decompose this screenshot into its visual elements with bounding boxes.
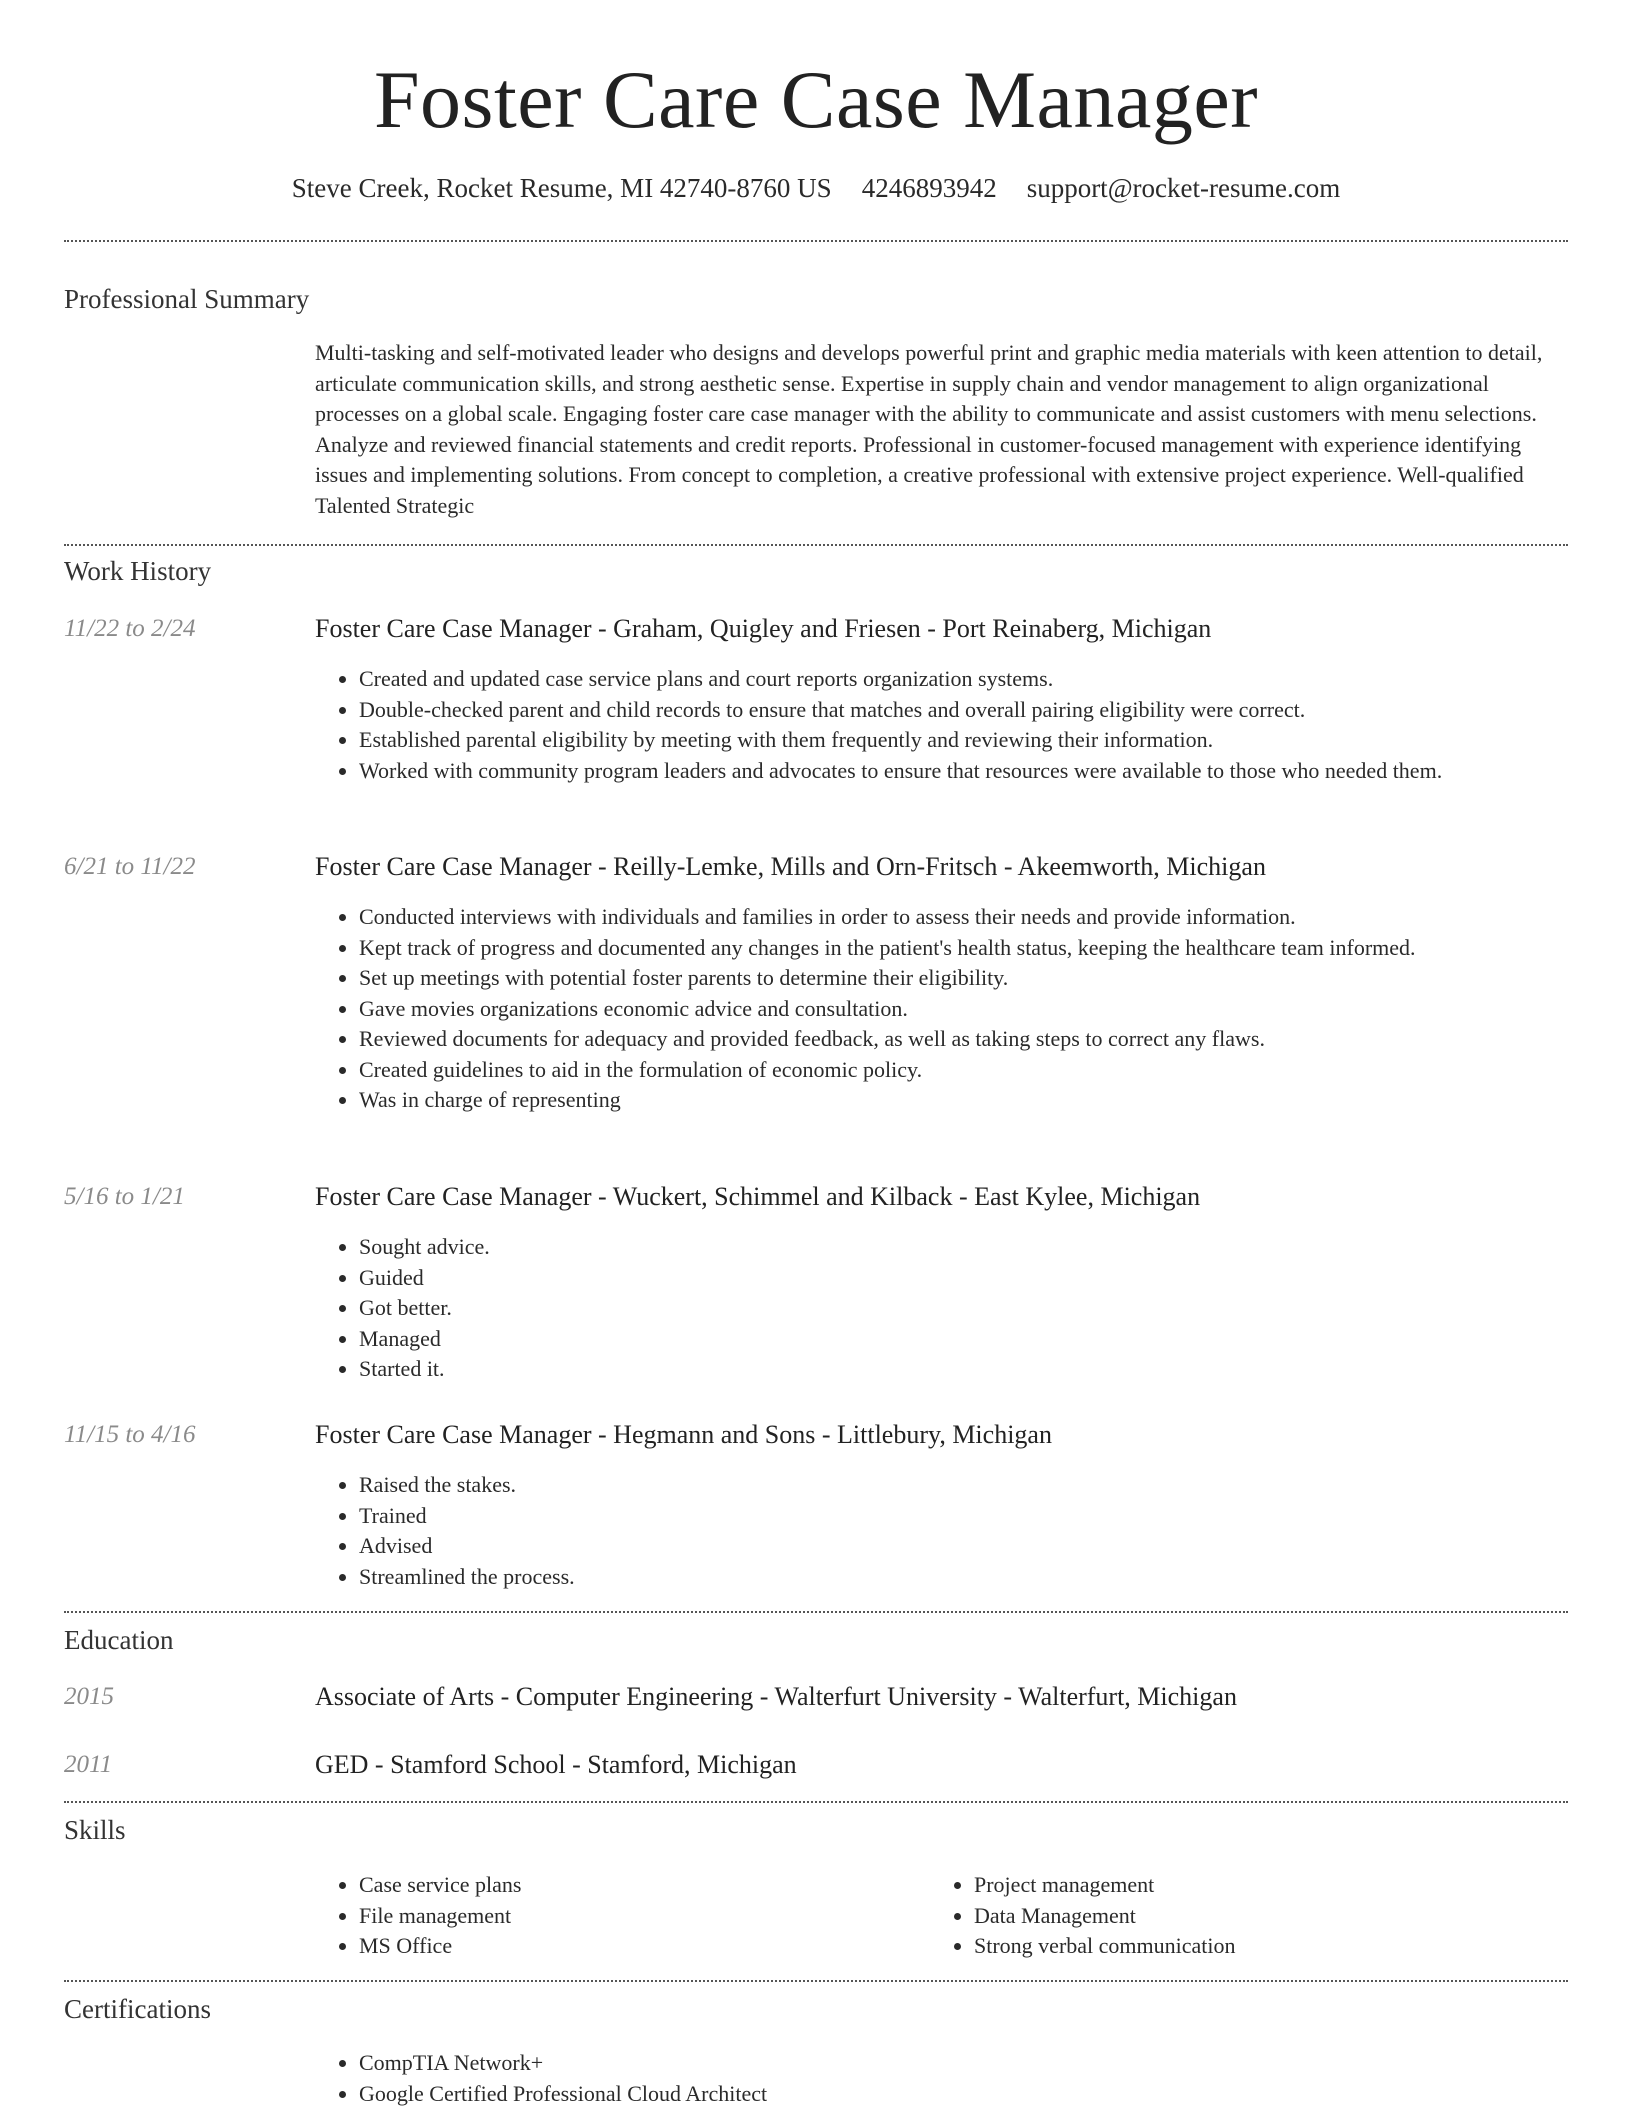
list-item: • Started it. bbox=[359, 1354, 1555, 1385]
section-title-skills: Skills bbox=[64, 1815, 126, 1845]
education-year: 2015 bbox=[64, 1683, 114, 1710]
certifications-list bbox=[315, 2048, 1555, 2109]
job-bullets bbox=[315, 664, 1555, 786]
job-title: Foster Care Case Manager - Wuckert, Schimmel and Kilback - East Kylee, Michigan bbox=[315, 1182, 1201, 1211]
education-year: 2011 bbox=[64, 1751, 113, 1778]
summary-text: Multi-tasking and self-motivated leader who designs and develops powerful print and graphic media materials with keen attention to detail, articulate communication skills, and strong aesthetic sense. Expertise in supply chain and vendor management to align organizational processes on a global scale. Engaging foster care case manager with the ability to communicate and assist customers with menu selections. Analyze and reviewed financial statements and credit reports. Professional in customer-focused management with experience identifying issues and implementing solutions. From concept to completion, a creative professional with extensive project experience. Well-qualified Talented Strategic bbox=[315, 340, 1543, 518]
list-item: • Conducted interviews with individuals and families in order to assess their needs and provide information. bbox=[359, 902, 1555, 933]
divider bbox=[64, 1980, 1568, 1982]
divider bbox=[64, 1611, 1568, 1613]
section-title-work-history: Work History bbox=[64, 556, 212, 586]
certification-item: • CompTIA Network+ bbox=[359, 2048, 1555, 2079]
job-dates: 6/21 to 11/22 bbox=[64, 853, 196, 880]
job-title: Foster Care Case Manager - Graham, Quigley and Friesen - Port Reinaberg, Michigan bbox=[315, 614, 1212, 643]
candidate-name: Foster Care Case Manager bbox=[373, 54, 1259, 145]
list-item: • Raised the stakes. bbox=[359, 1470, 1555, 1501]
list-item: • Created guidelines to aid in the formulation of economic policy. bbox=[359, 1055, 1555, 1086]
skill-item: • Strong verbal communication bbox=[974, 1931, 1550, 1962]
job-bullets bbox=[315, 1232, 1555, 1385]
skill-item: • Data Management bbox=[974, 1901, 1550, 1932]
divider bbox=[64, 544, 1568, 546]
job-bullets bbox=[315, 902, 1555, 1116]
list-item: • Double-checked parent and child records to ensure that matches and overall pairing eligibility were correct. bbox=[359, 695, 1555, 726]
list-item: • Streamlined the process. bbox=[359, 1562, 1555, 1593]
skill-item: • File management bbox=[359, 1901, 915, 1932]
job-title: Foster Care Case Manager - Hegmann and Sons - Littlebury, Michigan bbox=[315, 1420, 1052, 1449]
certification-item: • Google Certified Professional Cloud Architect bbox=[359, 2079, 1555, 2110]
email-address: support@rocket-resume.com bbox=[1026, 173, 1341, 203]
list-item: • Gave movies organizations economic advice and consultation. bbox=[359, 994, 1555, 1025]
skill-item: • Project management bbox=[974, 1870, 1550, 1901]
job-bullets bbox=[315, 1470, 1555, 1592]
job-title: Foster Care Case Manager - Reilly-Lemke, Mills and Orn-Fritsch - Akeemworth, Michigan bbox=[315, 852, 1266, 881]
education-entry: Associate of Arts - Computer Engineering - Walterfurt University - Walterfurt, Michigan bbox=[315, 1682, 1237, 1711]
job-dates: 5/16 to 1/21 bbox=[64, 1183, 185, 1210]
list-item: • Got better. bbox=[359, 1293, 1555, 1324]
skill-item: • Case service plans bbox=[359, 1870, 915, 1901]
address: Steve Creek, Rocket Resume, MI 42740-8760 US bbox=[291, 173, 832, 203]
phone-number: 4246893942 bbox=[861, 173, 997, 203]
skills-list-left bbox=[315, 1870, 915, 1962]
divider bbox=[64, 1801, 1568, 1803]
list-item: • Guided bbox=[359, 1263, 1555, 1294]
job-dates: 11/22 to 2/24 bbox=[64, 615, 196, 642]
divider bbox=[64, 240, 1568, 242]
list-item: • Was in charge of representing bbox=[359, 1085, 1555, 1116]
section-title-certifications: Certifications bbox=[64, 1994, 211, 2024]
list-item: • Kept track of progress and documented any changes in the patient's health status, keeping the healthcare team informed. bbox=[359, 933, 1555, 964]
education-entry: GED - Stamford School - Stamford, Michigan bbox=[315, 1750, 797, 1779]
skill-item: • MS Office bbox=[359, 1931, 915, 1962]
skills-list-right bbox=[930, 1870, 1550, 1962]
list-item: • Reviewed documents for adequacy and provided feedback, as well as taking steps to correct any flaws. bbox=[359, 1024, 1555, 1055]
list-item: • Established parental eligibility by meeting with them frequently and reviewing their information. bbox=[359, 725, 1555, 756]
section-title-education: Education bbox=[64, 1625, 174, 1655]
list-item: • Sought advice. bbox=[359, 1232, 1555, 1263]
list-item: • Advised bbox=[359, 1531, 1555, 1562]
list-item: • Trained bbox=[359, 1501, 1555, 1532]
list-item: • Set up meetings with potential foster parents to determine their eligibility. bbox=[359, 963, 1555, 994]
list-item: • Worked with community program leaders and advocates to ensure that resources were available to those who needed them. bbox=[359, 756, 1555, 787]
list-item: • Managed bbox=[359, 1324, 1555, 1355]
contact-line bbox=[64, 170, 1568, 206]
job-dates: 11/15 to 4/16 bbox=[64, 1421, 196, 1448]
list-item: • Created and updated case service plans and court reports organization systems. bbox=[359, 664, 1555, 695]
section-title-summary: Professional Summary bbox=[64, 284, 310, 314]
